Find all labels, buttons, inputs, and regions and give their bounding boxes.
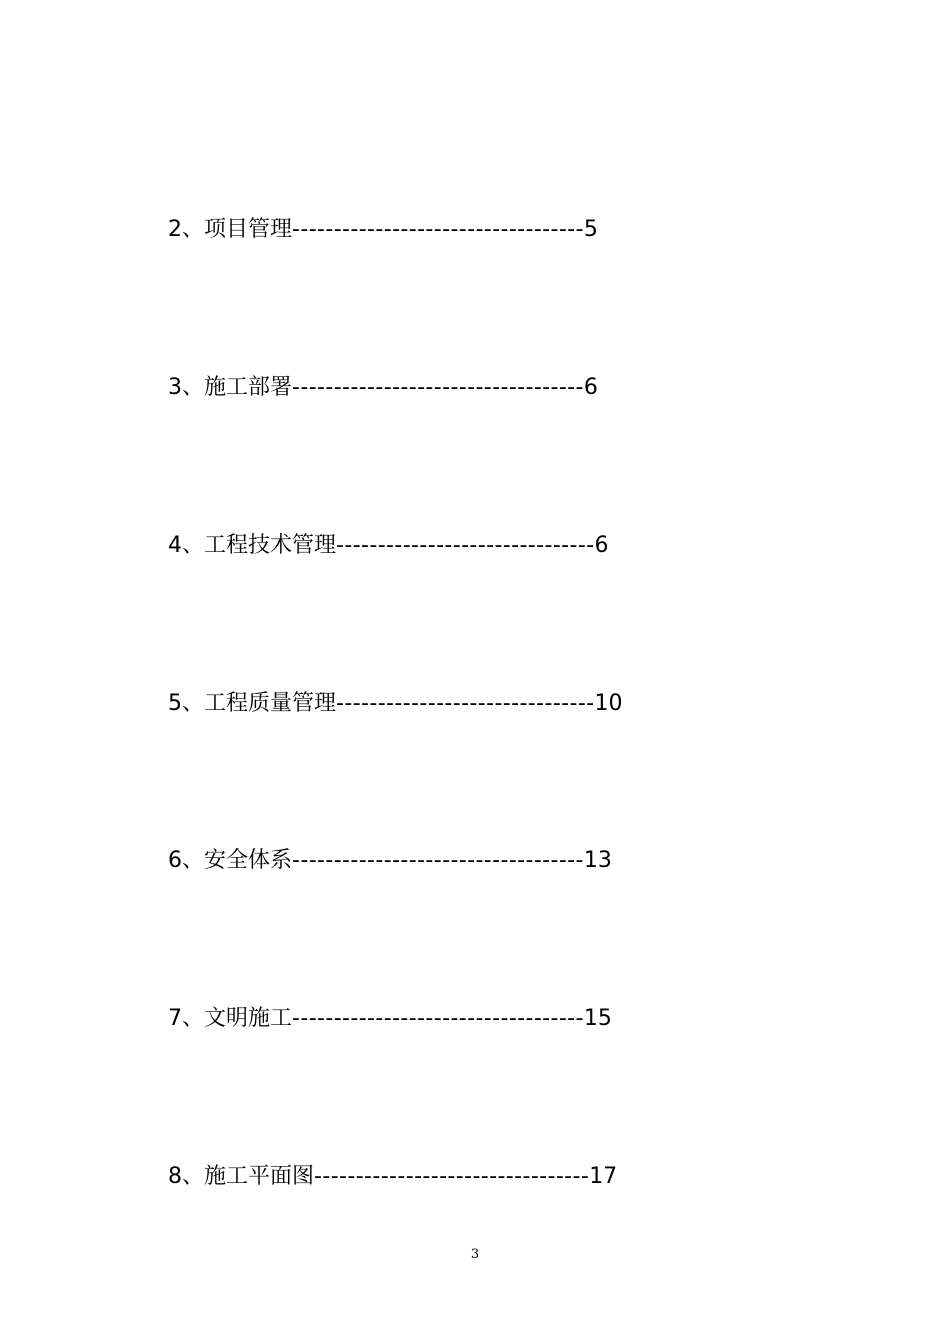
toc-entry-page: 10: [594, 691, 623, 716]
toc-entry-leader: -----------------------------------: [292, 375, 584, 400]
toc-entry-title: 项目管理: [204, 217, 293, 242]
toc-entry-civilized-construction[interactable]: [168, 1004, 612, 1034]
toc-entry-title: 安全体系: [204, 848, 293, 873]
toc-entry-leader: -----------------------------------: [292, 217, 584, 242]
toc-entry-technical-management[interactable]: [168, 531, 609, 561]
footer-page-number: 3: [470, 1247, 480, 1262]
toc-entry-page: 13: [583, 848, 612, 873]
toc-entry-title: 施工部署: [204, 375, 293, 400]
toc-entry-leader: ---------------------------------: [314, 1164, 590, 1189]
toc-entry-number: 3、: [168, 375, 204, 400]
toc-entry-number: 2、: [168, 217, 204, 242]
toc-entry-page: 6: [594, 533, 609, 558]
toc-entry-page: 6: [583, 375, 598, 400]
toc-entry-number: 4、: [168, 533, 204, 558]
toc-entry-page: 15: [583, 1006, 612, 1031]
toc-entry-leader: -----------------------------------: [292, 848, 584, 873]
toc-entry-page: 5: [583, 217, 598, 242]
toc-entry-construction-deployment[interactable]: [168, 373, 598, 403]
toc-entry-leader: -------------------------------: [336, 533, 595, 558]
toc-entry-number: 6、: [168, 848, 204, 873]
toc-entry-title: 工程技术管理: [204, 533, 337, 558]
toc-entry-project-management[interactable]: [168, 215, 598, 245]
toc-entry-number: 5、: [168, 691, 204, 716]
toc-entry-leader: -----------------------------------: [292, 1006, 584, 1031]
toc-entry-title: 施工平面图: [204, 1164, 315, 1189]
toc-entry-quality-management[interactable]: [168, 689, 623, 719]
toc-entry-site-plan[interactable]: [168, 1162, 617, 1192]
toc-entry-number: 7、: [168, 1006, 204, 1031]
toc-entry-number: 8、: [168, 1164, 204, 1189]
toc-entry-safety-system[interactable]: [168, 846, 612, 876]
toc-entry-leader: -------------------------------: [336, 691, 595, 716]
toc-entry-page: 17: [589, 1164, 618, 1189]
toc-entry-title: 文明施工: [204, 1006, 293, 1031]
toc-entry-title: 工程质量管理: [204, 691, 337, 716]
